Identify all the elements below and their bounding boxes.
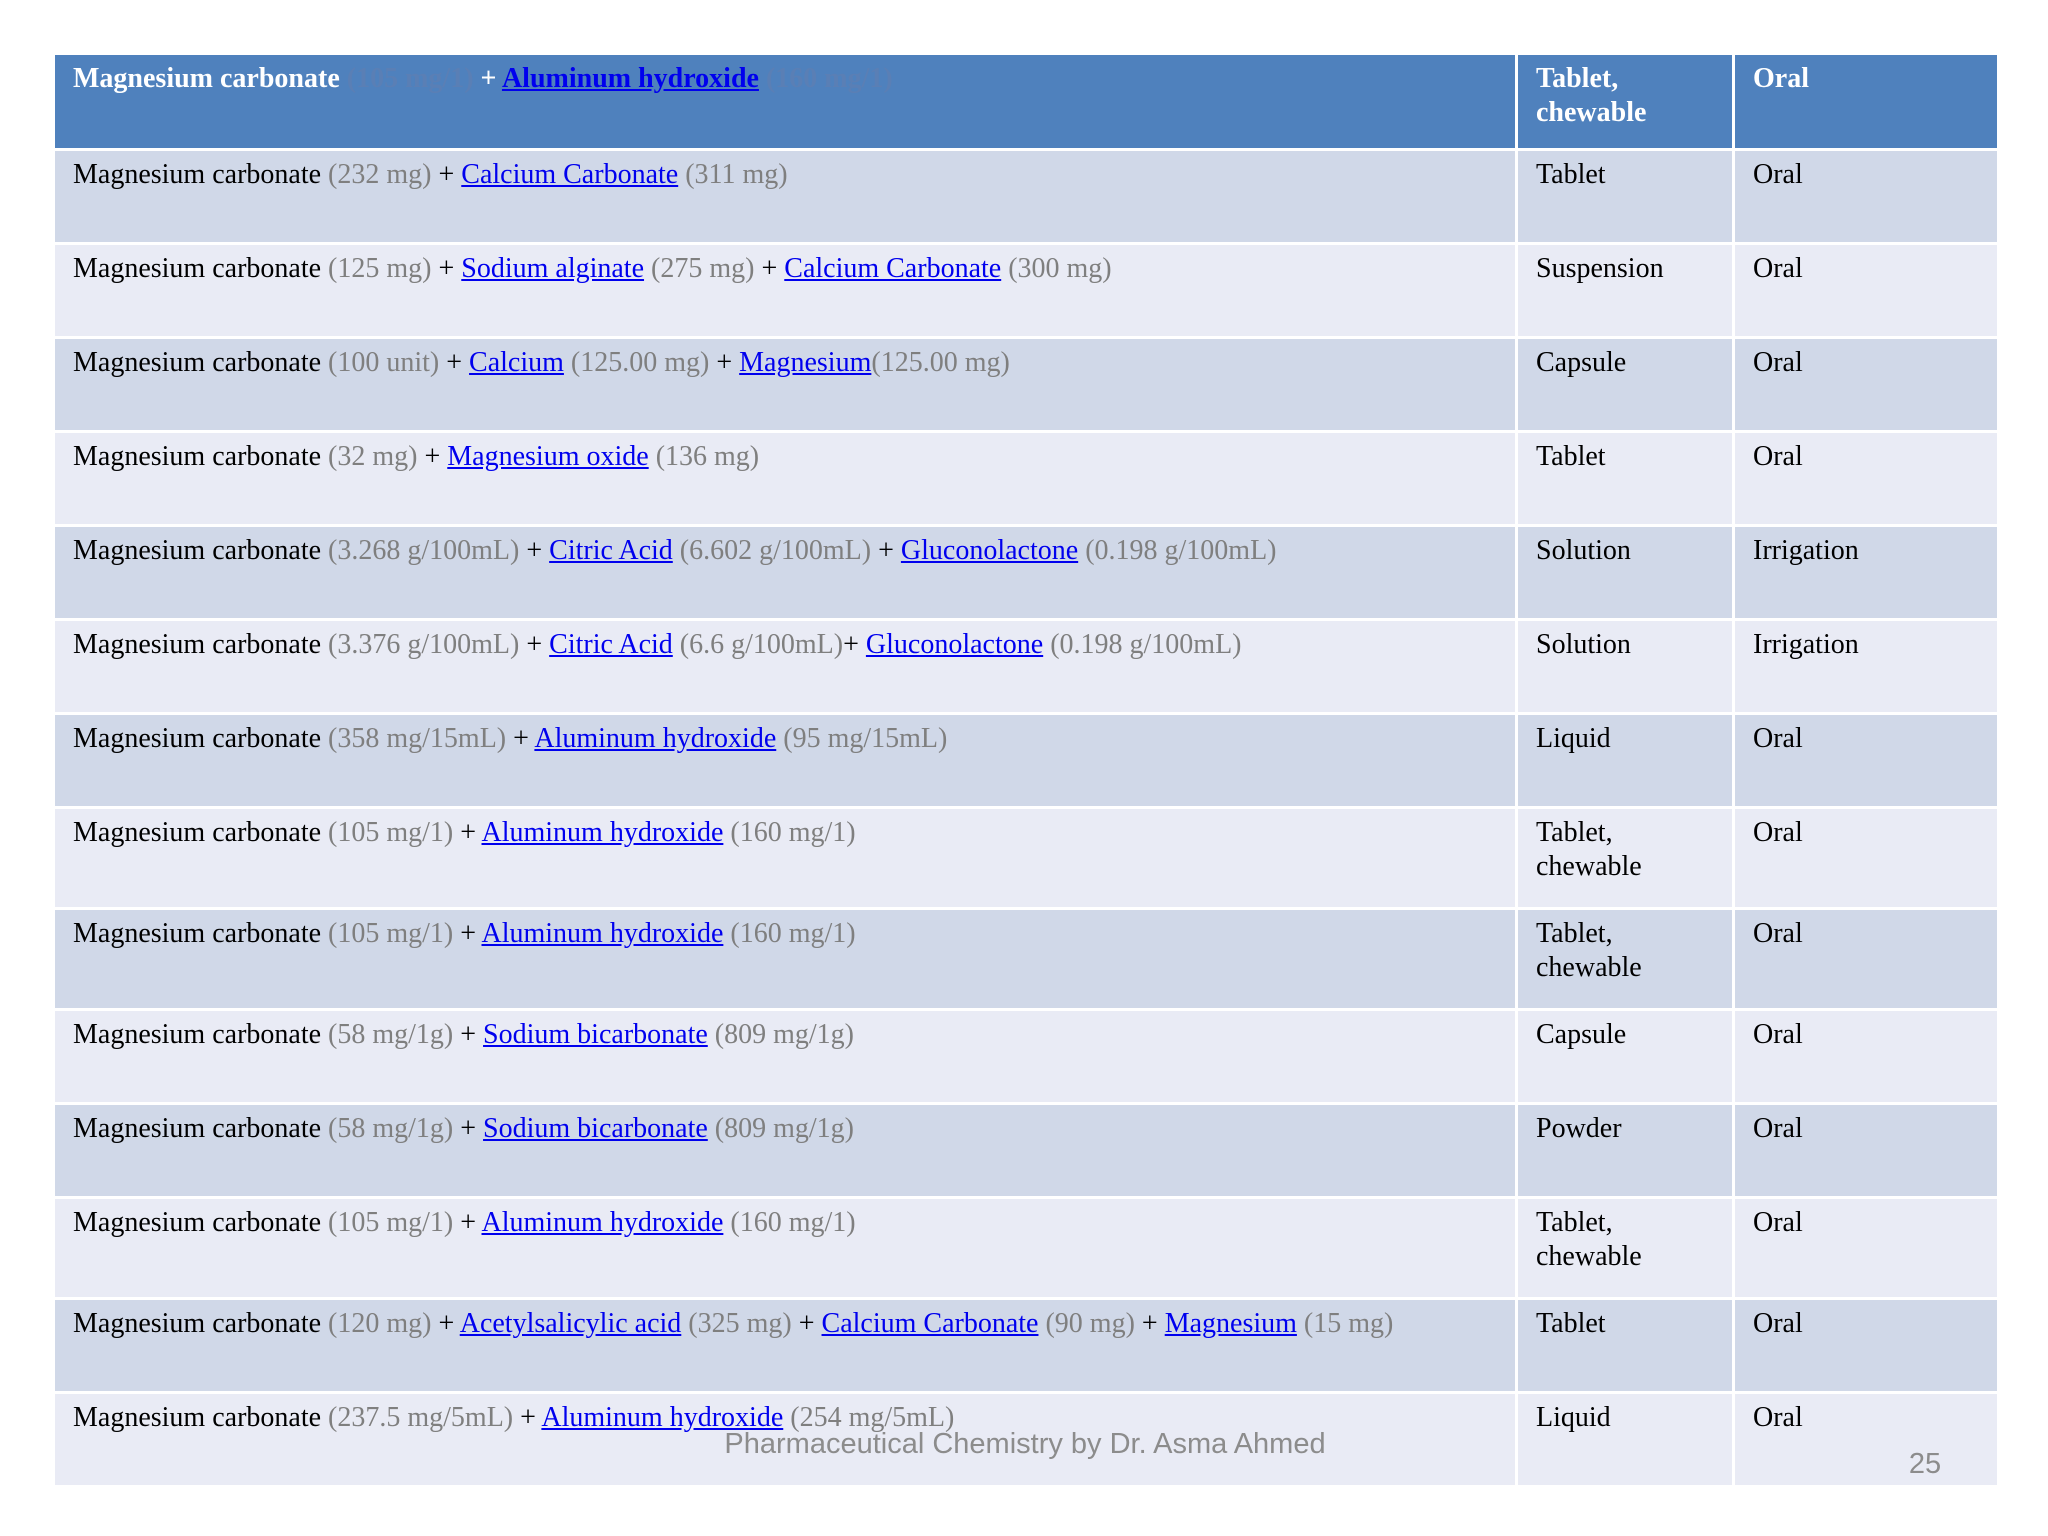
dose-text: (809 mg/1g) [707, 1019, 854, 1050]
ingredients-cell [54, 1010, 1517, 1104]
dose-text: (160 mg/1) [758, 63, 893, 94]
separator-text: + [453, 817, 482, 848]
dose-text: (0.198 g/100mL) [1043, 629, 1242, 660]
dose-text: (100 unit) [321, 347, 440, 378]
route-cell: Oral [1734, 1393, 1999, 1487]
separator-text: + [519, 535, 550, 566]
separator-text: + [506, 723, 535, 754]
dosage-form-cell: Capsule [1517, 338, 1734, 432]
dosage-form-cell: Liquid [1517, 1393, 1734, 1487]
table-row [54, 150, 1999, 244]
dose-text: (3.376 g/100mL) [321, 629, 520, 660]
dose-text: (105 mg/1) [321, 1207, 454, 1238]
dosage-form-cell: Solution [1517, 620, 1734, 714]
header-ingredients-cell [54, 54, 1517, 150]
dose-text: (254 mg/5mL) [783, 1402, 955, 1433]
table-row [54, 432, 1999, 526]
dosage-form-cell: Tablet, chewable [1517, 1198, 1734, 1299]
route-cell: Oral [1734, 909, 1999, 1010]
page-number: 25 [1908, 1448, 1942, 1480]
dosage-form-cell: Solution [1517, 526, 1734, 620]
primary-ingredient-name: Magnesium carbonate [73, 441, 322, 472]
ingredient-link[interactable]: Acetylsalicylic acid [459, 1308, 682, 1339]
route-cell: Oral [1734, 1104, 1999, 1198]
ingredient-link[interactable]: Citric Acid [549, 535, 673, 566]
primary-ingredient-name: Magnesium carbonate [73, 1207, 322, 1238]
table-row [54, 808, 1999, 909]
dose-text: (125.00 mg) [871, 347, 1010, 378]
ingredients-cell [54, 1198, 1517, 1299]
dose-text: (311 mg) [678, 159, 788, 190]
primary-ingredient-name: Magnesium carbonate [73, 1308, 322, 1339]
dose-text: (6.6 g/100mL) [672, 629, 844, 660]
ingredients-cell [54, 620, 1517, 714]
drug-combination-table [52, 52, 2000, 1488]
dosage-form-cell: Tablet [1517, 150, 1734, 244]
dose-text: (125 mg) [321, 253, 432, 284]
dose-text: (95 mg/15mL) [776, 723, 948, 754]
separator-text: + [453, 918, 482, 949]
dose-text: (160 mg/1) [723, 817, 856, 848]
separator-text: + [453, 1207, 482, 1238]
ingredients-cell [54, 909, 1517, 1010]
dose-text: (58 mg/1g) [321, 1113, 454, 1144]
dose-text: (136 mg) [648, 441, 760, 472]
ingredients-cell [54, 150, 1517, 244]
route-cell: Oral [1734, 432, 1999, 526]
separator-text: + [431, 1308, 460, 1339]
separator-text: + [843, 629, 866, 660]
primary-ingredient-name: Magnesium carbonate [73, 1019, 322, 1050]
route-cell: Oral [1734, 150, 1999, 244]
route-cell: Oral [1734, 1198, 1999, 1299]
table-row [54, 1104, 1999, 1198]
dosage-form-cell: Tablet [1517, 432, 1734, 526]
primary-ingredient-name: Magnesium carbonate [73, 253, 322, 284]
dose-text: (105 mg/1) [321, 918, 454, 949]
route-cell: Oral [1734, 808, 1999, 909]
table-header-row [54, 54, 1999, 150]
primary-ingredient-name: Magnesium carbonate [73, 535, 322, 566]
ingredients-cell [54, 338, 1517, 432]
primary-ingredient-name: Magnesium carbonate [73, 1113, 322, 1144]
route-cell: Oral [1734, 244, 1999, 338]
ingredients-cell [54, 244, 1517, 338]
ingredient-link[interactable]: Magnesium [739, 347, 872, 378]
dosage-form-cell: Powder [1517, 1104, 1734, 1198]
header-route-cell: Oral [1734, 54, 1999, 150]
separator-text: + [453, 1113, 484, 1144]
ingredient-link[interactable]: Aluminum hydroxide [501, 63, 759, 94]
primary-ingredient-name: Magnesium carbonate [73, 817, 322, 848]
ingredient-link[interactable]: Calcium Carbonate [821, 1308, 1039, 1339]
separator-text: + [439, 347, 470, 378]
dose-text: (120 mg) [321, 1308, 432, 1339]
dose-text: (325 mg) [681, 1308, 792, 1339]
dose-text: (125.00 mg) [563, 347, 710, 378]
ingredient-link[interactable]: Calcium [469, 347, 564, 378]
ingredients-cell [54, 432, 1517, 526]
ingredient-link[interactable]: Magnesium oxide [447, 441, 649, 472]
dosage-form-cell: Tablet, chewable [1517, 909, 1734, 1010]
dose-text: (809 mg/1g) [707, 1113, 854, 1144]
dosage-form-cell: Tablet, chewable [1517, 808, 1734, 909]
ingredient-link[interactable]: Calcium Carbonate [461, 159, 679, 190]
ingredient-link[interactable]: Aluminum hydroxide [534, 723, 777, 754]
table-row [54, 620, 1999, 714]
dose-text: (160 mg/1) [723, 918, 856, 949]
primary-ingredient-name: Magnesium carbonate [73, 347, 322, 378]
ingredient-link[interactable]: Calcium Carbonate [784, 253, 1002, 284]
table-row [54, 526, 1999, 620]
ingredients-cell [54, 714, 1517, 808]
table-row [54, 909, 1999, 1010]
table-row [54, 1299, 1999, 1393]
dose-text: (32 mg) [321, 441, 418, 472]
ingredient-link[interactable]: Aluminum hydroxide [481, 817, 724, 848]
ingredient-link[interactable]: Sodium alginate [461, 253, 645, 284]
ingredients-cell [54, 1299, 1517, 1393]
dosage-form-cell: Capsule [1517, 1010, 1734, 1104]
table-row [54, 244, 1999, 338]
route-cell: Irrigation [1734, 526, 1999, 620]
dosage-form-cell: Liquid [1517, 714, 1734, 808]
dose-text: (58 mg/1g) [321, 1019, 454, 1050]
separator-text: + [431, 253, 462, 284]
dose-text: (275 mg) [644, 253, 755, 284]
ingredients-cell [54, 526, 1517, 620]
primary-ingredient-name: Magnesium carbonate [73, 723, 322, 754]
route-cell: Oral [1734, 1299, 1999, 1393]
primary-ingredient-name: Magnesium carbonate [73, 159, 322, 190]
separator-text: + [417, 441, 448, 472]
dose-text: (105 mg/1) [321, 817, 454, 848]
ingredients-cell [54, 1104, 1517, 1198]
separator-text: + [453, 1019, 484, 1050]
dose-text: (160 mg/1) [723, 1207, 856, 1238]
primary-ingredient-name: Magnesium carbonate [73, 63, 340, 94]
table-row [54, 338, 1999, 432]
separator-text: + [431, 159, 462, 190]
ingredient-link[interactable]: Gluconolactone [865, 629, 1044, 660]
dose-text: (0.198 g/100mL) [1078, 535, 1277, 566]
route-cell: Oral [1734, 338, 1999, 432]
ingredient-link[interactable]: Citric Acid [549, 629, 673, 660]
ingredient-link[interactable]: Gluconolactone [900, 535, 1079, 566]
ingredient-link[interactable]: Sodium bicarbonate [483, 1019, 708, 1050]
dose-text: (90 mg) [1038, 1308, 1135, 1339]
ingredient-link[interactable]: Sodium bicarbonate [483, 1113, 708, 1144]
separator-text: + [519, 629, 550, 660]
route-cell: Irrigation [1734, 620, 1999, 714]
dose-text: (300 mg) [1001, 253, 1112, 284]
dose-text: (6.602 g/100mL) [672, 535, 872, 566]
ingredient-link[interactable]: Magnesium [1164, 1308, 1297, 1339]
footer-text: Pharmaceutical Chemistry by Dr. Asma Ahmed [724, 1428, 1326, 1460]
separator-text: + [1134, 1308, 1165, 1339]
dosage-form-cell: Suspension [1517, 244, 1734, 338]
primary-ingredient-name: Magnesium carbonate [73, 1402, 322, 1433]
dose-text: (358 mg/15mL) [321, 723, 507, 754]
route-cell: Oral [1734, 1010, 1999, 1104]
dosage-form-cell: Tablet [1517, 1299, 1734, 1393]
route-cell: Oral [1734, 714, 1999, 808]
header-dosage-form-cell: Tablet, chewable [1517, 54, 1734, 150]
ingredients-cell [54, 808, 1517, 909]
dose-text: (3.268 g/100mL) [321, 535, 520, 566]
table-row [54, 1010, 1999, 1104]
dose-text: (105 mg/1) [339, 63, 474, 94]
dose-text: (15 mg) [1296, 1308, 1394, 1339]
ingredient-link[interactable]: Aluminum hydroxide [481, 1207, 724, 1238]
separator-text: + [754, 253, 785, 284]
dose-text: (232 mg) [321, 159, 432, 190]
dose-text: (237.5 mg/5mL) [321, 1402, 514, 1433]
separator-text: + [473, 63, 502, 94]
table-row [54, 1198, 1999, 1299]
separator-text: + [709, 347, 740, 378]
table-row [54, 714, 1999, 808]
primary-ingredient-name: Magnesium carbonate [73, 629, 322, 660]
ingredient-link[interactable]: Aluminum hydroxide [481, 918, 724, 949]
ingredient-link[interactable]: Aluminum hydroxide [541, 1402, 784, 1433]
separator-text: + [871, 535, 901, 566]
primary-ingredient-name: Magnesium carbonate [73, 918, 322, 949]
separator-text: + [791, 1308, 822, 1339]
separator-text: + [513, 1402, 542, 1433]
table-body [54, 150, 1999, 1487]
